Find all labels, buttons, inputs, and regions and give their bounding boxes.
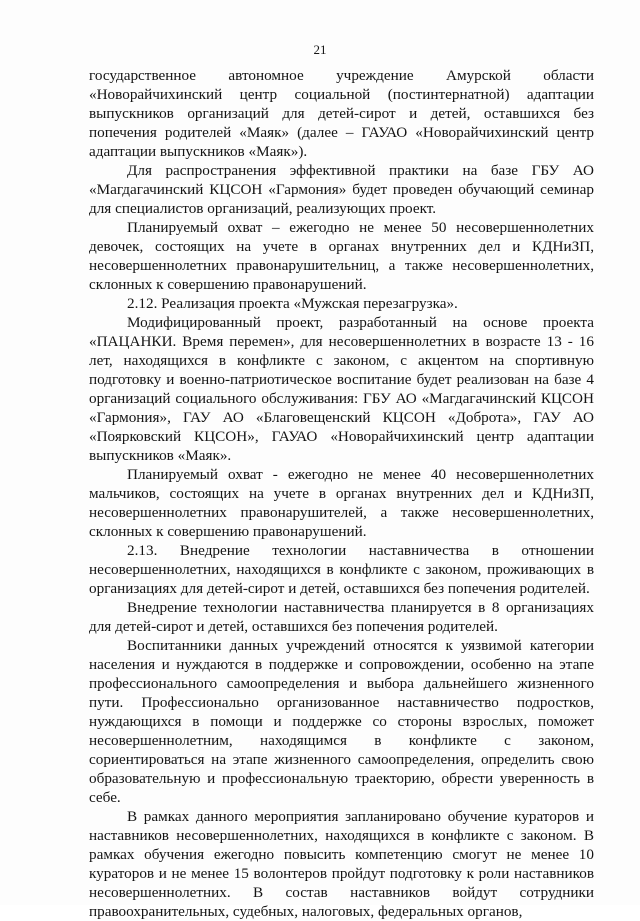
paragraph: государственное автономное учреждение Амурской области «Новорайчихинский центр социальной (постинтернатной) адаптации выпускников организаций для детей-сирот и детей, оставшихся без попечения родителей «Маяк» (далее – ГАУАО «Новорайчихинский центр адаптации выпускников «Маяк»). <box>89 67 594 160</box>
paragraph: Для распространения эффективной практики на базе ГБУ АО «Магдагачинский КЦСОН «Гармония» будет проведен обучающий семинар для специалистов организаций, реализующих проект. <box>89 162 594 217</box>
paragraph: Планируемый охват - ежегодно не менее 40 несовершеннолетних мальчиков, состоящих на учете в органах внутренних дел и КДНиЗП, несовершеннолетних правонарушителей, а также несовершеннолетних, склонных к совершению правонарушений. <box>89 466 594 540</box>
paragraph: В рамках данного мероприятия запланировано обучение кураторов и наставников несовершеннолетних, находящихся в конфликте с законом. В рамках обучения ежегодно повысить компетенцию смогут не менее 10 кураторов и не менее 15 волонтеров пройдут подготовку к роли наставников несовершеннолетних. В состав наставников войдут сотрудники правоохранительных, судебных, налоговых, федеральных органов, <box>89 808 594 920</box>
paragraph: Внедрение технологии наставничества планируется в 8 организациях для детей-сирот и детей, оставшихся без попечения родителей. <box>89 599 594 635</box>
page-number: 21 <box>313 42 327 57</box>
section-heading: 2.13. Внедрение технологии наставничества в отношении несовершеннолетних, находящихся в конфликте с законом, проживающих в организациях для детей-сирот и детей, оставшихся без попечения родителей. <box>89 542 594 597</box>
paragraph: Планируемый охват – ежегодно не менее 50 несовершеннолетних девочек, состоящих на учете в органах внутренних дел и КДНиЗП, несовершеннолетних правонарушительниц, а также несовершеннолетних, склонных к совершению правонарушений. <box>89 219 594 293</box>
paragraph: Воспитанники данных учреждений относятся к уязвимой категории населения и нуждаются в поддержке и сопровождении, особенно на этапе профессионального самоопределения и выбора дальнейшего жизненного пути. Профессионально организованное наставничество подростков, нуждающихся в помощи и поддержке со стороны взрослых, поможет несовершеннолетним, находящимся в конфликте с законом, сориентироваться на этапе жизненного самоопределения, определить свою образовательную и профессиональную траекторию, обрести уверенность в себе. <box>89 637 594 806</box>
document-body <box>89 66 594 921</box>
section-heading: 2.12. Реализация проекта «Мужская перезагрузка». <box>127 295 458 312</box>
paragraph: Модифицированный проект, разработанный на основе проекта «ПАЦАНКИ. Время перемен», для несовершеннолетних в возрасте 13 - 16 лет, находящихся в конфликте с законом, с акцентом на спортивную подготовку и военно-патриотическое воспитание будет реализован на базе 4 организаций социального обслуживания: ГБУ АО «Магдагачинский КЦСОН «Гармония», ГАУ АО «Благовещенский КЦСОН «Доброта», ГАУ АО «Поярковский КЦСОН», ГАУАО «Новорайчихинский центр адаптации выпускников «Маяк». <box>89 314 594 464</box>
